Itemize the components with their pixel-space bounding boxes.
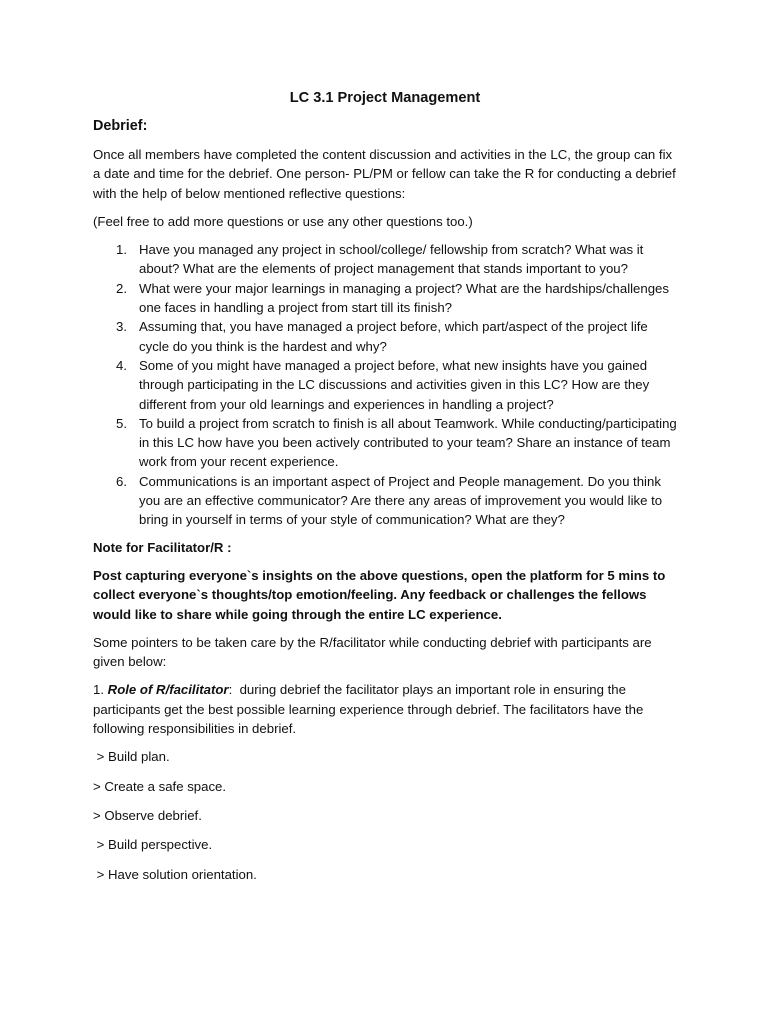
role-paragraph: [93, 680, 677, 738]
role-colon: :: [228, 682, 233, 698]
role-label: Role of R/facilitator: [107, 682, 229, 698]
list-item-text: To build a project from scratch to finish is all about Teamwork. While conducting/participating in this LC how have you been actively contributed to your team? Share an instance of team work from your recent experience.: [139, 415, 677, 470]
list-item: [93, 317, 677, 356]
list-item-text: What were your major learnings in managing a project? What are the hardships/challenges one faces in handling a project from start till its finish?: [139, 280, 669, 316]
list-item-text: Communications is an important aspect of Project and People management. Do you think you are an effective communicator? Are there any areas of improvement you would like to bring in yourself in terms of your style of communication? What are they?: [139, 473, 663, 528]
reflective-questions-list: [93, 240, 677, 529]
pointers-intro: Some pointers to be taken care by the R/facilitator while conducting debrief with participants are given below:: [93, 634, 652, 670]
list-item-number: 4.: [116, 357, 127, 373]
list-item-text: Assuming that, you have managed a project before, which part/aspect of the project life cycle do you think is the hardest and why?: [139, 319, 648, 354]
note-heading: Note for Facilitator/R :: [93, 539, 232, 555]
role-text: during debrief the facilitator plays an important role in ensuring the participants get the best possible learning experience through debrief. The facilitators have the following responsibilities in debrief.: [93, 682, 644, 737]
list-item: [93, 356, 677, 414]
intro-paragraph: Once all members have completed the content discussion and activities in the LC, the group can fix a date and time for the debrief. One person- PL/PM or fellow can take the R for conducting a debrief with the help of below mentioned reflective questions:: [93, 147, 676, 201]
responsibility-item: > Build plan.: [93, 749, 170, 765]
list-item: [93, 414, 677, 472]
list-item: [93, 240, 677, 279]
debrief-heading: Debrief:: [93, 118, 148, 134]
document-page: [93, 88, 677, 894]
note-body: Post capturing everyone`s insights on the above questions, open the platform for 5 mins to collect everyone`s thoughts/top emotion/feeling. Any feedback or challenges the fellows would like to share while going through the entire LC experience.: [93, 567, 666, 622]
list-item-number: 2.: [116, 280, 127, 296]
list-item-text: Have you managed any project in school/college/ fellowship from scratch? What was it about? What are the elements of project management that stands important to you?: [139, 242, 644, 277]
list-item-number: 3.: [116, 319, 127, 335]
list-item-number: 5.: [116, 415, 127, 431]
role-number: 1.: [93, 682, 104, 698]
responsibility-item: > Observe debrief.: [93, 807, 202, 823]
responsibility-item: > Build perspective.: [93, 837, 213, 853]
responsibility-item: > Have solution orientation.: [93, 866, 257, 882]
list-item-number: 6.: [116, 473, 127, 489]
list-item: [93, 472, 677, 530]
list-item-number: 1.: [116, 242, 127, 258]
feel-free-note: (Feel free to add more questions or use any other questions too.): [93, 213, 473, 229]
list-item-text: Some of you might have managed a project before, what new insights have you gained through participating in the LC discussions and activities given in this LC? How are they different from your old learnings and experiences in handling a project?: [139, 357, 650, 412]
responsibility-item: > Create a safe space.: [93, 778, 227, 794]
document-title: LC 3.1 Project Management: [289, 90, 481, 106]
list-item: [93, 279, 677, 318]
